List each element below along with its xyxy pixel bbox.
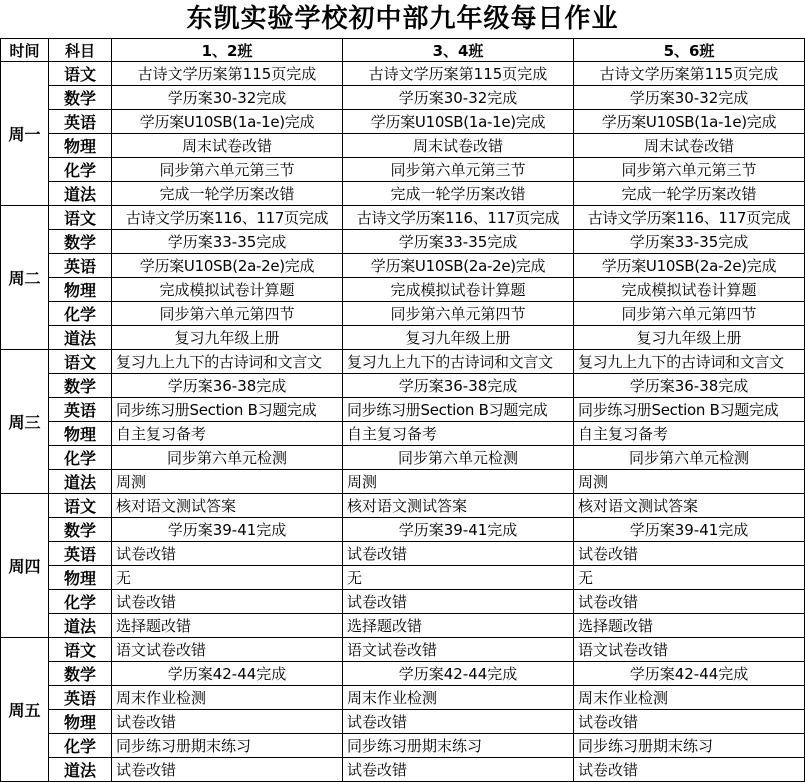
- table-row: [1, 326, 805, 350]
- homework-cell: 周末试卷改错: [574, 134, 805, 158]
- homework-table: [0, 38, 805, 782]
- subject-cell: 物理: [49, 710, 112, 734]
- homework-cell: 试卷改错: [343, 758, 574, 782]
- subject-cell: 化学: [49, 446, 112, 470]
- homework-cell: 试卷改错: [574, 590, 805, 614]
- homework-cell: 同步第六单元检测: [343, 446, 574, 470]
- table-row: [1, 758, 805, 782]
- homework-cell: 复习九上九下的古诗词和文言文: [112, 350, 343, 374]
- homework-cell: 同步练习册期末练习: [112, 734, 343, 758]
- homework-cell: 周测: [343, 470, 574, 494]
- homework-cell: 复习九上九下的古诗词和文言文: [343, 350, 574, 374]
- homework-cell: 同步第六单元第四节: [112, 302, 343, 326]
- homework-cell: 无: [343, 566, 574, 590]
- homework-cell: 学历案30-32完成: [343, 86, 574, 110]
- table-row: [1, 254, 805, 278]
- header-row: [1, 39, 805, 62]
- homework-cell: 选择题改错: [343, 614, 574, 638]
- homework-cell: 周末作业检测: [112, 686, 343, 710]
- subject-cell: 道法: [49, 758, 112, 782]
- subject-cell: 道法: [49, 182, 112, 206]
- homework-cell: 核对语文测试答案: [574, 494, 805, 518]
- homework-cell: 周末作业检测: [343, 686, 574, 710]
- subject-cell: 物理: [49, 566, 112, 590]
- homework-cell: 复习九年级上册: [112, 326, 343, 350]
- homework-cell: 同步练习册Section B习题完成: [112, 398, 343, 422]
- table-row: [1, 734, 805, 758]
- day-cell: 周三: [1, 350, 49, 494]
- homework-cell: 同步练习册Section B习题完成: [343, 398, 574, 422]
- homework-cell: 语文试卷改错: [112, 638, 343, 662]
- homework-cell: 同步第六单元第三节: [574, 158, 805, 182]
- table-row: [1, 494, 805, 518]
- homework-cell: 周测: [574, 470, 805, 494]
- homework-cell: 学历案U10SB(1a-1e)完成: [112, 110, 343, 134]
- homework-cell: 同步练习册期末练习: [343, 734, 574, 758]
- table-row: [1, 230, 805, 254]
- subject-cell: 数学: [49, 374, 112, 398]
- subject-cell: 数学: [49, 518, 112, 542]
- subject-cell: 英语: [49, 542, 112, 566]
- homework-cell: 同步第六单元第四节: [343, 302, 574, 326]
- homework-cell: 自主复习备考: [112, 422, 343, 446]
- header-subject: 科目: [49, 39, 112, 62]
- homework-cell: 完成一轮学历案改错: [574, 182, 805, 206]
- subject-cell: 化学: [49, 302, 112, 326]
- homework-cell: 学历案30-32完成: [574, 86, 805, 110]
- homework-cell: 古诗文学历案第115页完成: [574, 62, 805, 86]
- table-row: [1, 350, 805, 374]
- table-row: [1, 134, 805, 158]
- homework-cell: 语文试卷改错: [574, 638, 805, 662]
- table-row: [1, 374, 805, 398]
- subject-cell: 化学: [49, 734, 112, 758]
- homework-cell: 完成模拟试卷计算题: [574, 278, 805, 302]
- homework-cell: 学历案U10SB(2a-2e)完成: [343, 254, 574, 278]
- homework-cell: 试卷改错: [112, 542, 343, 566]
- subject-cell: 化学: [49, 590, 112, 614]
- homework-cell: 试卷改错: [343, 542, 574, 566]
- table-row: [1, 662, 805, 686]
- homework-cell: 完成一轮学历案改错: [343, 182, 574, 206]
- day-cell: 周二: [1, 206, 49, 350]
- homework-cell: 无: [112, 566, 343, 590]
- homework-cell: 复习九上九下的古诗词和文言文: [574, 350, 805, 374]
- homework-cell: 学历案33-35完成: [343, 230, 574, 254]
- subject-cell: 语文: [49, 206, 112, 230]
- subject-cell: 道法: [49, 614, 112, 638]
- homework-cell: 同步第六单元第四节: [574, 302, 805, 326]
- homework-cell: 学历案36-38完成: [343, 374, 574, 398]
- subject-cell: 道法: [49, 470, 112, 494]
- homework-cell: 同步第六单元检测: [574, 446, 805, 470]
- homework-cell: 完成模拟试卷计算题: [343, 278, 574, 302]
- homework-cell: 选择题改错: [574, 614, 805, 638]
- table-row: [1, 422, 805, 446]
- homework-cell: 古诗文学历案116、117页完成: [112, 206, 343, 230]
- header-class-5-6: 5、6班: [574, 39, 805, 62]
- homework-cell: 周末作业检测: [574, 686, 805, 710]
- homework-cell: 复习九年级上册: [343, 326, 574, 350]
- subject-cell: 道法: [49, 326, 112, 350]
- table-row: [1, 566, 805, 590]
- homework-cell: 学历案U10SB(1a-1e)完成: [574, 110, 805, 134]
- homework-cell: 试卷改错: [343, 710, 574, 734]
- table-row: [1, 518, 805, 542]
- homework-cell: 试卷改错: [112, 590, 343, 614]
- subject-cell: 物理: [49, 134, 112, 158]
- homework-cell: 学历案39-41完成: [574, 518, 805, 542]
- table-row: [1, 614, 805, 638]
- table-row: [1, 638, 805, 662]
- homework-cell: 试卷改错: [574, 710, 805, 734]
- table-row: [1, 470, 805, 494]
- homework-cell: 完成一轮学历案改错: [112, 182, 343, 206]
- subject-cell: 英语: [49, 686, 112, 710]
- table-row: [1, 302, 805, 326]
- table-row: [1, 398, 805, 422]
- subject-cell: 英语: [49, 254, 112, 278]
- subject-cell: 数学: [49, 230, 112, 254]
- homework-cell: 试卷改错: [574, 542, 805, 566]
- homework-cell: 同步练习册Section B习题完成: [574, 398, 805, 422]
- day-cell: 周一: [1, 62, 49, 206]
- homework-cell: 古诗文学历案116、117页完成: [343, 206, 574, 230]
- homework-cell: 学历案36-38完成: [574, 374, 805, 398]
- homework-cell: 周末试卷改错: [112, 134, 343, 158]
- homework-cell: 自主复习备考: [574, 422, 805, 446]
- homework-cell: 学历案30-32完成: [112, 86, 343, 110]
- homework-cell: 学历案39-41完成: [343, 518, 574, 542]
- homework-cell: 同步第六单元第三节: [112, 158, 343, 182]
- day-cell: 周四: [1, 494, 49, 638]
- table-body: [1, 62, 805, 782]
- table-row: [1, 710, 805, 734]
- subject-cell: 语文: [49, 350, 112, 374]
- homework-cell: 古诗文学历案116、117页完成: [574, 206, 805, 230]
- homework-cell: 古诗文学历案第115页完成: [343, 62, 574, 86]
- homework-cell: 试卷改错: [112, 758, 343, 782]
- subject-cell: 英语: [49, 110, 112, 134]
- table-row: [1, 206, 805, 230]
- table-row: [1, 686, 805, 710]
- subject-cell: 物理: [49, 422, 112, 446]
- header-time: 时间: [1, 39, 49, 62]
- subject-cell: 物理: [49, 278, 112, 302]
- homework-cell: 学历案36-38完成: [112, 374, 343, 398]
- homework-cell: 学历案42-44完成: [343, 662, 574, 686]
- homework-cell: 学历案33-35完成: [574, 230, 805, 254]
- subject-cell: 语文: [49, 62, 112, 86]
- homework-cell: 自主复习备考: [343, 422, 574, 446]
- table-row: [1, 590, 805, 614]
- homework-cell: 学历案U10SB(2a-2e)完成: [112, 254, 343, 278]
- subject-cell: 数学: [49, 662, 112, 686]
- homework-cell: 同步第六单元第三节: [343, 158, 574, 182]
- page-title: 东凯实验学校初中部九年级每日作业: [186, 4, 619, 34]
- homework-cell: 周测: [112, 470, 343, 494]
- homework-cell: 同步练习册期末练习: [574, 734, 805, 758]
- subject-cell: 语文: [49, 638, 112, 662]
- subject-cell: 语文: [49, 494, 112, 518]
- homework-cell: 核对语文测试答案: [112, 494, 343, 518]
- homework-cell: 试卷改错: [343, 590, 574, 614]
- homework-cell: 周末试卷改错: [343, 134, 574, 158]
- homework-cell: 学历案42-44完成: [574, 662, 805, 686]
- header-class-3-4: 3、4班: [343, 39, 574, 62]
- homework-cell: 学历案33-35完成: [112, 230, 343, 254]
- table-row: [1, 542, 805, 566]
- homework-cell: 复习九年级上册: [574, 326, 805, 350]
- homework-cell: 选择题改错: [112, 614, 343, 638]
- homework-cell: 同步第六单元检测: [112, 446, 343, 470]
- homework-cell: 试卷改错: [574, 758, 805, 782]
- table-row: [1, 86, 805, 110]
- homework-cell: 学历案39-41完成: [112, 518, 343, 542]
- homework-cell: 无: [574, 566, 805, 590]
- subject-cell: 化学: [49, 158, 112, 182]
- homework-cell: 试卷改错: [112, 710, 343, 734]
- homework-cell: 学历案U10SB(2a-2e)完成: [574, 254, 805, 278]
- table-row: [1, 182, 805, 206]
- day-cell: 周五: [1, 638, 49, 782]
- table-row: [1, 278, 805, 302]
- homework-cell: 学历案U10SB(1a-1e)完成: [343, 110, 574, 134]
- header-class-1-2: 1、2班: [112, 39, 343, 62]
- subject-cell: 数学: [49, 86, 112, 110]
- table-row: [1, 158, 805, 182]
- table-row: [1, 446, 805, 470]
- homework-cell: 古诗文学历案第115页完成: [112, 62, 343, 86]
- table-row: [1, 62, 805, 86]
- subject-cell: 英语: [49, 398, 112, 422]
- homework-cell: 完成模拟试卷计算题: [112, 278, 343, 302]
- homework-cell: 语文试卷改错: [343, 638, 574, 662]
- table-row: [1, 110, 805, 134]
- homework-cell: 核对语文测试答案: [343, 494, 574, 518]
- homework-cell: 学历案42-44完成: [112, 662, 343, 686]
